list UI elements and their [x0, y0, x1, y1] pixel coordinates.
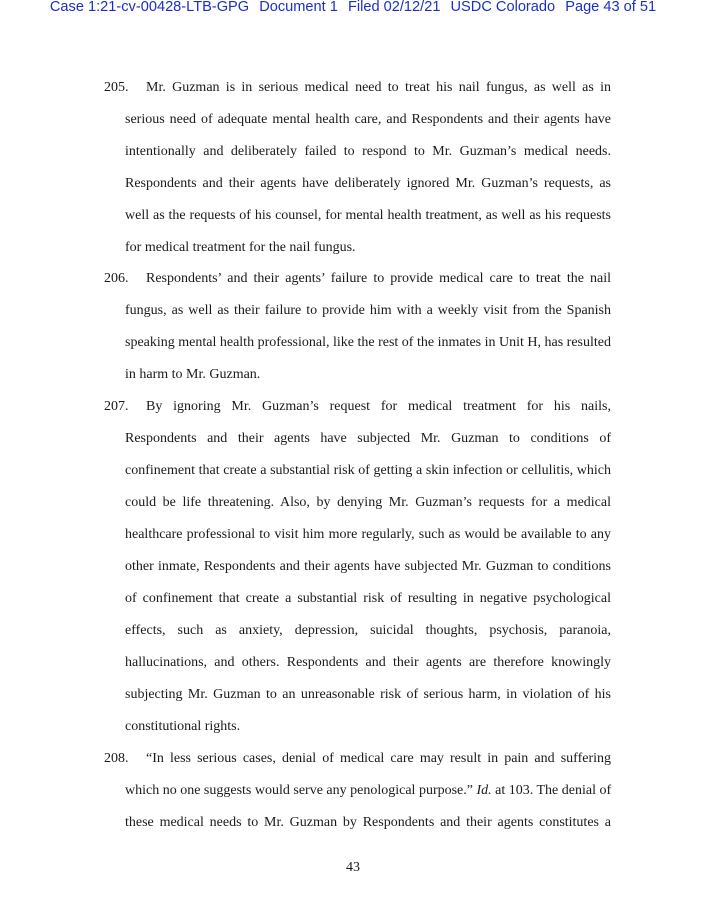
paragraph-line: of confinement that create a substantial risk of resulting in negative psychological [125, 591, 611, 606]
paragraph-line: healthcare professional to visit him more regularly, such as would be available to any [125, 527, 611, 542]
paragraph-number: 206. [104, 271, 129, 286]
paragraph-line: serious need of adequate mental health care, and Respondents and their agents have [125, 112, 611, 127]
paragraph-line: fungus, as well as their failure to provide him with a weekly visit from the Spanish [125, 303, 611, 318]
paragraph-line: “In less serious cases, denial of medical care may result in pain and suffering [146, 751, 611, 766]
document-number: Document 1 [259, 0, 338, 15]
paragraph-line-with-citation [125, 784, 611, 798]
paragraph-line: these medical needs to Mr. Guzman by Respondents and their agents constitutes a [125, 815, 611, 830]
paragraph-line: speaking mental health professional, like the rest of the inmates in Unit H, has resulted [125, 335, 611, 350]
paragraph-line: for medical treatment for the nail fungus. [125, 240, 356, 255]
court-name: USDC Colorado [450, 0, 556, 15]
court-filing-header [0, 0, 706, 20]
paragraph-number: 207. [104, 399, 129, 414]
page-indicator: Page 43 of 51 [565, 0, 657, 15]
paragraph-line: Respondents’ and their agents’ failure to provide medical care to treat the nail [146, 271, 611, 286]
paragraph-line: effects, such as anxiety, depression, suicidal thoughts, psychosis, paranoia, [125, 623, 611, 638]
paragraph-line: other inmate, Respondents and their agents have subjected Mr. Guzman to conditions [125, 559, 611, 574]
paragraph-text: at 103. The denial of [495, 783, 612, 798]
paragraph-line: intentionally and deliberately failed to respond to Mr. Guzman’s medical needs. [125, 144, 611, 159]
paragraph-line: constitutional rights. [125, 719, 241, 734]
case-number: Case 1:21-cv-00428-LTB-GPG [49, 0, 250, 15]
paragraph-line: could be life threatening. Also, by denying Mr. Guzman’s requests for a medical [125, 495, 611, 510]
paragraph-line: By ignoring Mr. Guzman’s request for medical treatment for his nails, [146, 399, 611, 414]
case-citation: Id. [476, 783, 492, 798]
paragraph-line: Respondents and their agents have subjected Mr. Guzman to conditions of [125, 431, 611, 446]
filed-date: Filed 02/12/21 [347, 0, 441, 15]
paragraph-number: 205. [104, 80, 129, 95]
paragraph-line: in harm to Mr. Guzman. [125, 367, 261, 382]
paragraph-line: well as the requests of his counsel, for mental health treatment, as well as his requests [125, 208, 611, 223]
paragraph-line: confinement that create a substantial risk of getting a skin infection or cellulitis, which [125, 463, 611, 478]
page-number: 43 [346, 860, 360, 875]
paragraph-line: hallucinations, and others. Respondents and their agents are therefore knowingly [125, 655, 611, 670]
paragraph-line: Respondents and their agents have deliberately ignored Mr. Guzman’s requests, as [125, 176, 611, 191]
paragraph-text: which no one suggests would serve any penological purpose.” [125, 783, 473, 798]
paragraph-line: Mr. Guzman is in serious medical need to treat his nail fungus, as well as in [146, 80, 611, 95]
paragraph-line: subjecting Mr. Guzman to an unreasonable risk of serious harm, in violation of his [125, 687, 611, 702]
paragraph-number: 208. [104, 751, 129, 766]
